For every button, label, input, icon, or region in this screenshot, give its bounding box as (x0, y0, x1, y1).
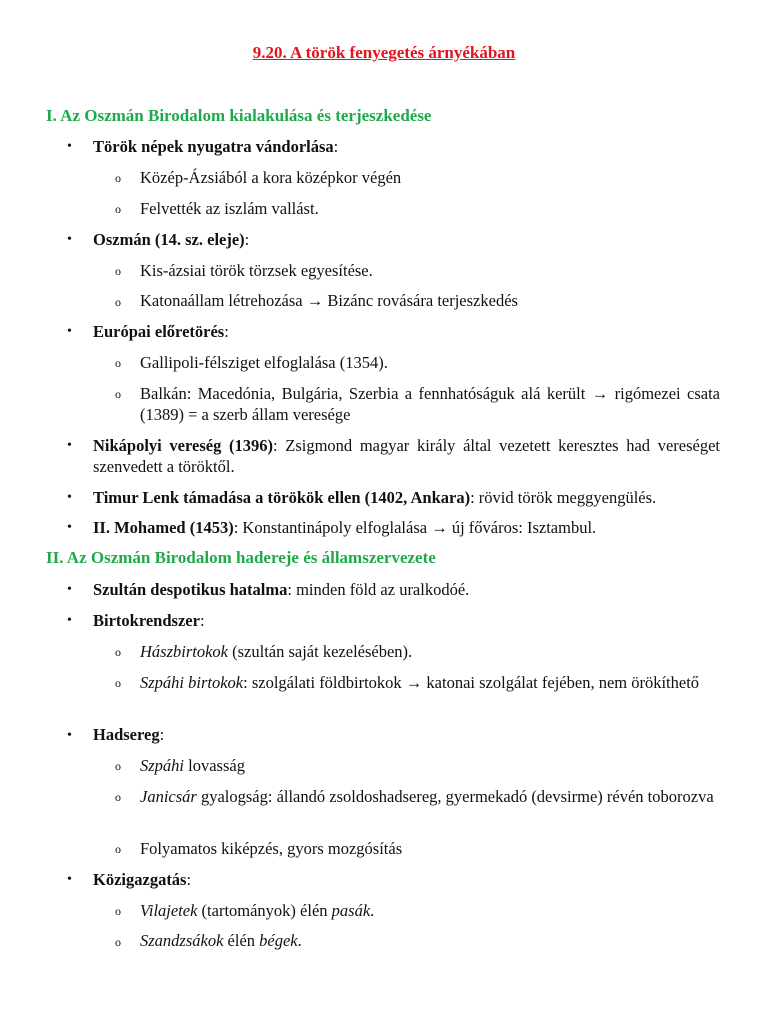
sub-bullet-icon: o (115, 842, 121, 856)
sub-bullet-icon: o (115, 790, 121, 804)
item-italic: Vilajetek (140, 901, 198, 920)
sub-list-item: Felvették az iszlám vallást. (140, 199, 319, 218)
item-text: lovasság (184, 756, 245, 775)
sub-bullet-icon: o (115, 387, 121, 401)
list-item (93, 869, 720, 890)
page-title: 9.20. A török fenyegetés árnyékában (252, 43, 516, 62)
item-text: : (224, 322, 229, 341)
item-text: : szolgálati földbirtokok → katonai szolgálat fejében, nem örökíthető (243, 673, 700, 692)
list-item (93, 517, 720, 538)
sub-list-item (140, 755, 720, 776)
item-bold: Birtokrendszer (93, 611, 200, 630)
sub-list-item: Közép-Ázsiából a kora középkor végén (140, 168, 402, 187)
sub-list-item (140, 672, 720, 693)
list-item (93, 229, 720, 250)
section-heading-1: I. Az Oszmán Birodalom kialakulása és terjeszkedése (46, 106, 432, 125)
item-italic: Szandzsákok (140, 931, 224, 950)
bullet-icon: • (67, 490, 72, 505)
item-text: (tartományok) élén (197, 901, 332, 920)
bullet-icon: • (67, 582, 72, 597)
item-bold: Török népek nyugatra vándorlása (93, 137, 334, 156)
sub-bullet-icon: o (115, 202, 121, 216)
sub-bullet-icon: o (115, 676, 121, 690)
item-text: : minden föld az uralkodóé. (287, 580, 470, 599)
item-bold: Nikápolyi vereség (1396) (93, 436, 273, 455)
list-item (93, 579, 720, 600)
item-text: gyalogság: állandó zsoldoshadsereg, gyermekadó (devsirme) révén toborozva (196, 787, 714, 806)
item-bold: Szultán despotikus hatalma (93, 580, 288, 599)
item-text: : (159, 725, 165, 744)
sub-list-item (140, 641, 720, 662)
item-text: (szultán saját kezelésében). (228, 642, 413, 661)
item-text: : (186, 870, 192, 889)
bullet-icon: • (67, 520, 72, 535)
item-text: : (333, 137, 339, 156)
item-bold: Közigazgatás (93, 870, 187, 889)
sub-bullet-icon: o (115, 264, 121, 278)
list-item (93, 321, 720, 342)
item-text: élén (223, 931, 260, 950)
item-italic: Szpáhi (140, 756, 185, 775)
item-text: : (199, 611, 205, 630)
item-bold: Timur Lenk támadása a törökök ellen (1402, Ankara) (93, 488, 471, 507)
item-text: : rövid török meggyengülés. (470, 488, 657, 507)
sub-bullet-icon: o (115, 904, 121, 918)
item-bold: Európai előretörés (93, 322, 225, 341)
list-item (93, 724, 720, 745)
sub-bullet-icon: o (115, 645, 121, 659)
sub-list-item: Gallipoli-félsziget elfoglalása (1354). (140, 353, 388, 372)
bullet-icon: • (67, 139, 72, 154)
item-bold: Hadsereg (93, 725, 160, 744)
bullet-icon: • (67, 872, 72, 887)
list-item (93, 610, 720, 631)
item-text: : Konstantinápoly elfoglalása → új főváros: Isztambul. (233, 518, 597, 537)
item-italic: Hászbirtokok (140, 642, 228, 661)
sub-list-item (140, 930, 720, 951)
list-item (93, 487, 720, 508)
sub-list-item: Katonaállam létrehozása → Bizánc rovására terjeszkedés (140, 291, 518, 310)
item-bold: Oszmán (14. sz. eleje) (93, 230, 245, 249)
bullet-icon: • (67, 728, 72, 743)
item-text: . (370, 901, 375, 920)
list-item (93, 435, 720, 477)
item-bold: II. Mohamed (1453) (93, 518, 234, 537)
item-text: : Zsigmond magyar király által vezetett keresztes had vereséget szenvedett a töröktől. (93, 436, 720, 476)
bullet-icon: • (67, 324, 72, 339)
sub-bullet-icon: o (115, 759, 121, 773)
item-italic: Janicsár (140, 787, 197, 806)
sub-list-item: Folyamatos kiképzés, gyors mozgósítás (140, 839, 403, 858)
sub-list-item (140, 786, 720, 807)
sub-list-item (140, 900, 720, 921)
item-italic: Szpáhi birtokok (140, 673, 244, 692)
bullet-icon: • (67, 438, 72, 453)
list-item (93, 136, 720, 157)
sub-bullet-icon: o (115, 356, 121, 370)
sub-list-item: Kis-ázsiai török törzsek egyesítése. (140, 261, 373, 280)
item-text: . (297, 931, 302, 950)
sub-bullet-icon: o (115, 171, 121, 185)
section-heading-2: II. Az Oszmán Birodalom hadereje és államszervezete (46, 548, 436, 567)
sub-bullet-icon: o (115, 935, 121, 949)
sub-list-item: Balkán: Macedónia, Bulgária, Szerbia a fennhatóságuk alá került → rigómezei csata (1389) = a szerb állam veresége (140, 384, 720, 424)
item-text: : (244, 230, 250, 249)
item-italic: pasák (331, 901, 371, 920)
sub-bullet-icon: o (115, 295, 121, 309)
item-italic: bégek (259, 931, 298, 950)
bullet-icon: • (67, 613, 72, 628)
bullet-icon: • (67, 232, 72, 247)
